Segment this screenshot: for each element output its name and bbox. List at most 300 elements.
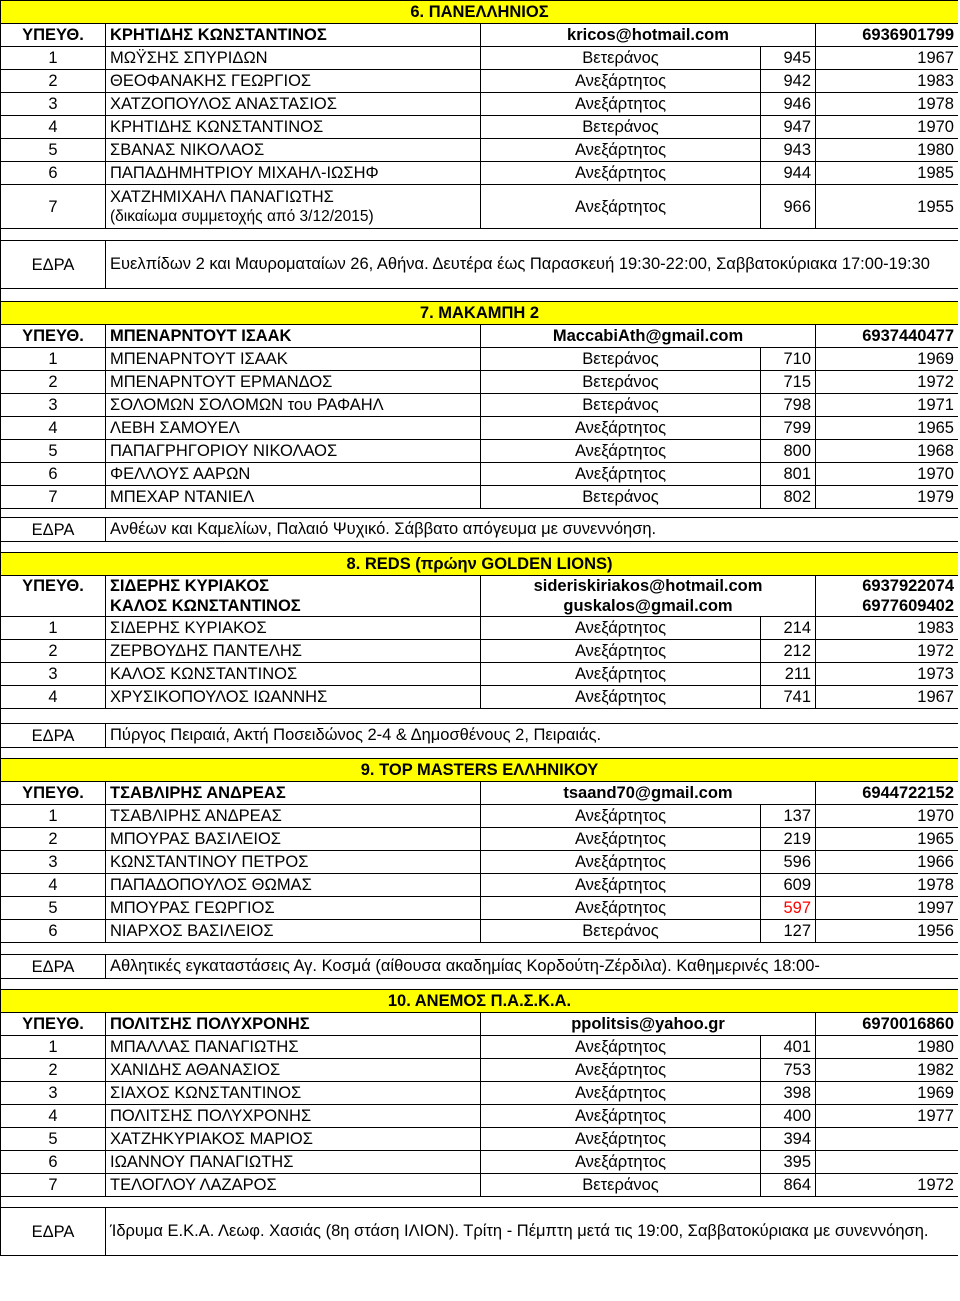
player-id: 400 — [761, 1105, 816, 1128]
seat-label: ΕΔΡΑ — [1, 724, 106, 748]
club-title: 6. ΠΑΝΕΛΛΗΝΙΟΣ — [1, 1, 959, 24]
player-status: Ανεξάρτητος — [481, 805, 761, 828]
player-name-cell — [106, 1105, 481, 1128]
player-row — [1, 47, 959, 70]
player-name: ΝΙΑΡΧΟΣ ΒΑΣΙΛΕΙΟΣ — [110, 922, 274, 940]
spacer-row — [1, 748, 959, 759]
spacer-cell — [1, 229, 959, 241]
player-id: 395 — [761, 1151, 816, 1174]
player-row — [1, 1036, 959, 1059]
player-status: Βετεράνος — [481, 394, 761, 417]
player-name: ΠΟΛΙΤΣΗΣ ΠΟΛΥΧΡΟΝΗΣ — [110, 1107, 312, 1125]
player-row — [1, 805, 959, 828]
contact-phone: 6937440477 — [862, 327, 954, 345]
player-status: Ανεξάρτητος — [481, 1082, 761, 1105]
player-number: 5 — [1, 1128, 106, 1151]
spacer-row — [1, 289, 959, 302]
player-year: 1978 — [816, 93, 959, 116]
player-row — [1, 486, 959, 509]
player-id: 945 — [761, 47, 816, 70]
player-id: 741 — [761, 686, 816, 709]
contact-email[interactable]: tsaand70@gmail.com — [563, 784, 733, 802]
player-number: 5 — [1, 897, 106, 920]
player-id: 211 — [761, 663, 816, 686]
player-name-cell — [106, 1128, 481, 1151]
contact-role: ΥΠΕΥΘ. — [1, 576, 106, 617]
contact-name: ΠΟΛΙΤΣΗΣ ΠΟΛΥΧΡΟΝΗΣ — [110, 1015, 310, 1033]
player-name-cell — [106, 851, 481, 874]
player-year: 1982 — [816, 1059, 959, 1082]
contact-emails — [481, 24, 816, 47]
spacer-row — [1, 943, 959, 955]
player-status: Ανεξάρτητος — [481, 897, 761, 920]
section-title-row — [1, 1, 959, 24]
player-name-cell — [106, 47, 481, 70]
seat-label: ΕΔΡΑ — [1, 1208, 106, 1256]
player-number: 3 — [1, 1082, 106, 1105]
player-year — [816, 1151, 959, 1174]
player-row — [1, 139, 959, 162]
spacer-row — [1, 979, 959, 990]
player-name: ΖΕΡΒΟΥΔΗΣ ΠΑΝΤΕΛΗΣ — [110, 642, 302, 660]
player-name-cell — [106, 640, 481, 663]
player-status: Ανεξάρτητος — [481, 185, 761, 229]
spacer-cell — [1, 979, 959, 990]
player-id: 214 — [761, 617, 816, 640]
player-number: 1 — [1, 617, 106, 640]
player-status: Ανεξάρτητος — [481, 1128, 761, 1151]
player-row — [1, 897, 959, 920]
player-number: 6 — [1, 1151, 106, 1174]
player-row — [1, 93, 959, 116]
spacer-cell — [1, 709, 959, 724]
player-name: ΧΑΝΙΔΗΣ ΑΘΑΝΑΣΙΟΣ — [110, 1061, 281, 1079]
contact-name: ΣΙΔΕΡΗΣ ΚΥΡΙΑΚΟΣ — [110, 577, 270, 595]
player-name-cell — [106, 371, 481, 394]
contact-email[interactable]: sideriskiriakos@hotmail.com — [533, 577, 763, 595]
player-name: ΣΟΛΟΜΩΝ ΣΟΛΟΜΩΝ του ΡΑΦΑΗΛ — [110, 396, 384, 414]
player-number: 4 — [1, 417, 106, 440]
player-name-cell — [106, 1059, 481, 1082]
player-number: 7 — [1, 486, 106, 509]
club-title: 7. ΜΑΚΑΜΠΗ 2 — [1, 302, 959, 325]
player-name: ΧΑΤΖΗΚΥΡΙΑΚΟΣ ΜΑΡΙΟΣ — [110, 1130, 313, 1148]
section-title-row — [1, 302, 959, 325]
player-id: 596 — [761, 851, 816, 874]
player-row — [1, 1128, 959, 1151]
player-id: 715 — [761, 371, 816, 394]
player-row — [1, 1082, 959, 1105]
player-number: 6 — [1, 463, 106, 486]
player-name: ΠΑΠΑΔΟΠΟΥΛΟΣ ΘΩΜΑΣ — [110, 876, 312, 894]
spacer-row — [1, 509, 959, 518]
player-year: 1969 — [816, 348, 959, 371]
contact-phone: 6977609402 — [862, 597, 954, 615]
contact-row — [1, 782, 959, 805]
player-name: ΙΩΑΝΝΟΥ ΠΑΝΑΓΙΩΤΗΣ — [110, 1153, 294, 1171]
contact-names — [106, 24, 481, 47]
player-year: 1965 — [816, 417, 959, 440]
player-name: ΠΑΠΑΓΡΗΓΟΡΙΟΥ ΝΙΚΟΛΑΟΣ — [110, 442, 338, 460]
player-year: 1979 — [816, 486, 959, 509]
player-id: 799 — [761, 417, 816, 440]
player-number: 2 — [1, 828, 106, 851]
player-id: 947 — [761, 116, 816, 139]
seat-address: Ίδρυμα Ε.Κ.Α. Λεωφ. Χασιάς (8η στάση ΙΛΙΟΝ). Τρίτη - Πέμπτη μετά τις 19:00, Σαββατοκύριακα με συνεννόηση. — [106, 1208, 959, 1256]
contact-phones — [816, 24, 959, 47]
player-row — [1, 1151, 959, 1174]
player-name-cell — [106, 1082, 481, 1105]
player-status: Βετεράνος — [481, 116, 761, 139]
player-name-cell — [106, 686, 481, 709]
player-status: Ανεξάρτητος — [481, 139, 761, 162]
player-name-cell — [106, 417, 481, 440]
player-status: Ανεξάρτητος — [481, 828, 761, 851]
contact-phone: 6970016860 — [862, 1015, 954, 1033]
player-row — [1, 463, 959, 486]
player-id: 946 — [761, 93, 816, 116]
player-name: ΚΡΗΤΙΔΗΣ ΚΩΝΣΤΑΝΤΙΝΟΣ — [110, 118, 324, 136]
player-id: 944 — [761, 162, 816, 185]
contact-phones — [816, 325, 959, 348]
player-name-cell — [106, 663, 481, 686]
player-year: 1985 — [816, 162, 959, 185]
seat-address: Αθλητικές εγκαταστάσεις Αγ. Κοσμά (αίθουσα ακαδημίας Κορδούτη-Ζέρδιλα). Καθημερινές 18:00- — [106, 955, 959, 979]
player-number: 2 — [1, 70, 106, 93]
contact-email[interactable]: guskalos@gmail.com — [563, 597, 733, 615]
player-year: 1983 — [816, 617, 959, 640]
player-id: 127 — [761, 920, 816, 943]
player-status: Ανεξάρτητος — [481, 162, 761, 185]
player-year — [816, 1128, 959, 1151]
player-year: 1997 — [816, 897, 959, 920]
player-status: Ανεξάρτητος — [481, 93, 761, 116]
spacer-row — [1, 542, 959, 553]
contact-phones — [816, 1013, 959, 1036]
player-status: Βετεράνος — [481, 486, 761, 509]
contact-phones — [816, 576, 959, 617]
player-name: ΘΕΟΦΑΝΑΚΗΣ ΓΕΩΡΓΙΟΣ — [110, 72, 312, 90]
contact-emails — [481, 325, 816, 348]
player-row — [1, 348, 959, 371]
player-year: 1965 — [816, 828, 959, 851]
player-name-cell — [106, 1036, 481, 1059]
player-number: 2 — [1, 640, 106, 663]
contact-email[interactable]: ppolitsis@yahoo.gr — [571, 1015, 725, 1033]
player-id: 943 — [761, 139, 816, 162]
section-title-row — [1, 553, 959, 576]
player-year: 1971 — [816, 394, 959, 417]
player-row — [1, 828, 959, 851]
spacer-row — [1, 229, 959, 241]
player-number: 4 — [1, 1105, 106, 1128]
player-name: ΚΑΛΟΣ ΚΩΝΣΤΑΝΤΙΝΟΣ — [110, 665, 298, 683]
spacer-cell — [1, 748, 959, 759]
seat-label: ΕΔΡΑ — [1, 241, 106, 289]
player-row — [1, 116, 959, 139]
player-name-cell — [106, 1174, 481, 1197]
player-name-cell — [106, 897, 481, 920]
player-year: 1970 — [816, 463, 959, 486]
contact-names — [106, 782, 481, 805]
player-status: Βετεράνος — [481, 920, 761, 943]
player-name: ΜΠΑΛΛΑΣ ΠΑΝΑΓΙΩΤΗΣ — [110, 1038, 299, 1056]
player-status: Ανεξάρτητος — [481, 1059, 761, 1082]
player-status: Ανεξάρτητος — [481, 617, 761, 640]
player-name: ΜΠΕΝΑΡΝΤΟΥΤ ΙΣΑΑΚ — [110, 350, 288, 368]
player-note: (δικαίωμα συμμετοχής από 3/12/2015) — [110, 207, 374, 225]
player-name: ΜΠΕΝΑΡΝΤΟΥΤ ΕΡΜΑΝΔΟΣ — [110, 373, 333, 391]
spacer-row — [1, 709, 959, 724]
player-row — [1, 874, 959, 897]
player-number: 4 — [1, 874, 106, 897]
player-row — [1, 617, 959, 640]
club-title: 10. ΑΝΕΜΟΣ Π.Α.Σ.Κ.Α. — [1, 990, 959, 1013]
player-name-cell — [106, 1151, 481, 1174]
contact-emails — [481, 782, 816, 805]
player-id: 609 — [761, 874, 816, 897]
contact-names — [106, 1013, 481, 1036]
player-id: 212 — [761, 640, 816, 663]
player-name-cell — [106, 70, 481, 93]
player-name-cell — [106, 394, 481, 417]
player-status: Ανεξάρτητος — [481, 686, 761, 709]
player-id: 597 — [761, 897, 816, 920]
player-name-cell — [106, 617, 481, 640]
contact-row — [1, 325, 959, 348]
contact-row — [1, 1013, 959, 1036]
player-row — [1, 851, 959, 874]
contact-phones — [816, 782, 959, 805]
seat-address: Ανθέων και Καμελίων, Παλαιό Ψυχικό. Σάββατο απόγευμα με συνεννόηση. — [106, 518, 959, 542]
player-name: ΧΡΥΣΙΚΟΠΟΥΛΟΣ ΙΩΑΝΝΗΣ — [110, 688, 328, 706]
player-year: 1978 — [816, 874, 959, 897]
player-id: 401 — [761, 1036, 816, 1059]
player-year: 1970 — [816, 116, 959, 139]
player-id: 801 — [761, 463, 816, 486]
player-year: 1967 — [816, 686, 959, 709]
player-name-cell — [106, 116, 481, 139]
seat-row — [1, 1208, 959, 1256]
player-year: 1972 — [816, 640, 959, 663]
player-status: Βετεράνος — [481, 47, 761, 70]
player-row — [1, 1059, 959, 1082]
player-status: Ανεξάρτητος — [481, 417, 761, 440]
contact-row — [1, 24, 959, 47]
player-row — [1, 371, 959, 394]
player-number: 5 — [1, 139, 106, 162]
player-year: 1969 — [816, 1082, 959, 1105]
player-year: 1980 — [816, 1036, 959, 1059]
player-name: ΚΩΝΣΤΑΝΤΙΝΟΥ ΠΕΤΡΟΣ — [110, 853, 309, 871]
player-row — [1, 920, 959, 943]
player-row — [1, 640, 959, 663]
contact-emails — [481, 576, 816, 617]
player-id: 798 — [761, 394, 816, 417]
player-number: 1 — [1, 348, 106, 371]
player-row — [1, 185, 959, 229]
player-id: 219 — [761, 828, 816, 851]
player-status: Ανεξάρτητος — [481, 70, 761, 93]
player-name-cell — [106, 805, 481, 828]
player-number: 7 — [1, 1174, 106, 1197]
player-number: 3 — [1, 394, 106, 417]
contact-name: ΤΣΑΒΛΙΡΗΣ ΑΝΔΡΕΑΣ — [110, 784, 286, 802]
player-name: ΣΙΔΕΡΗΣ ΚΥΡΙΑΚΟΣ — [110, 619, 267, 637]
player-status: Ανεξάρτητος — [481, 874, 761, 897]
player-row — [1, 1105, 959, 1128]
contact-phone: 6937922074 — [862, 577, 954, 595]
player-row — [1, 663, 959, 686]
player-year: 1973 — [816, 663, 959, 686]
player-name: ΜΠΟΥΡΑΣ ΓΕΩΡΓΙΟΣ — [110, 899, 275, 917]
player-row — [1, 70, 959, 93]
player-number: 4 — [1, 686, 106, 709]
player-number: 6 — [1, 162, 106, 185]
player-year: 1970 — [816, 805, 959, 828]
player-number: 3 — [1, 93, 106, 116]
seat-row — [1, 518, 959, 542]
contact-email[interactable]: kricos@hotmail.com — [567, 26, 729, 44]
player-number: 5 — [1, 440, 106, 463]
player-status: Βετεράνος — [481, 1174, 761, 1197]
player-year: 1972 — [816, 371, 959, 394]
player-name: ΦΕΛΛΟΥΣ ΑΑΡΩΝ — [110, 465, 251, 483]
player-year: 1983 — [816, 70, 959, 93]
spacer-cell — [1, 542, 959, 553]
player-status: Ανεξάρτητος — [481, 851, 761, 874]
player-number: 1 — [1, 1036, 106, 1059]
player-status: Ανεξάρτητος — [481, 640, 761, 663]
player-id: 710 — [761, 348, 816, 371]
contact-names — [106, 576, 481, 617]
club-title: 8. REDS (πρώην GOLDEN LIONS) — [1, 553, 959, 576]
player-name: ΤΣΑΒΛΙΡΗΣ ΑΝΔΡΕΑΣ — [110, 807, 282, 825]
player-name-cell — [106, 185, 481, 229]
player-number: 7 — [1, 185, 106, 229]
contact-name: ΜΠΕΝΑΡΝΤΟΥΤ ΙΣΑΑΚ — [110, 327, 292, 345]
player-name: ΛΕΒΗ ΣΑΜΟΥΕΛ — [110, 419, 240, 437]
seat-address: Ευελπίδων 2 και Μαυροματαίων 26, Αθήνα. Δευτέρα έως Παρασκευή 19:30-22:00, Σαββατοκύριακα 17:00-19:30 — [106, 241, 959, 289]
player-status: Ανεξάρτητος — [481, 1105, 761, 1128]
seat-row — [1, 955, 959, 979]
player-id: 753 — [761, 1059, 816, 1082]
player-name: ΧΑΤΖΗΜΙΧΑΗΛ ΠΑΝΑΓΙΩΤΗΣ — [110, 187, 334, 206]
spacer-row — [1, 1197, 959, 1208]
section-title-row — [1, 990, 959, 1013]
player-name: ΤΕΛΟΓΛΟΥ ΛΑΖΑΡΟΣ — [110, 1176, 277, 1194]
player-name: ΧΑΤΖΟΠΟΥΛΟΣ ΑΝΑΣΤΑΣΙΟΣ — [110, 95, 337, 113]
player-number: 4 — [1, 116, 106, 139]
player-number: 2 — [1, 371, 106, 394]
player-year: 1967 — [816, 47, 959, 70]
player-year: 1977 — [816, 1105, 959, 1128]
player-name: ΜΠΟΥΡΑΣ ΒΑΣΙΛΕΙΟΣ — [110, 830, 281, 848]
player-name-cell — [106, 828, 481, 851]
player-id: 802 — [761, 486, 816, 509]
contact-role: ΥΠΕΥΘ. — [1, 24, 106, 47]
player-status: Ανεξάρτητος — [481, 440, 761, 463]
player-id: 394 — [761, 1128, 816, 1151]
contact-email[interactable]: MaccabiAth@gmail.com — [552, 327, 744, 345]
player-id: 966 — [761, 185, 816, 229]
spacer-cell — [1, 1197, 959, 1208]
player-year: 1968 — [816, 440, 959, 463]
seat-label: ΕΔΡΑ — [1, 955, 106, 979]
player-name-cell — [106, 348, 481, 371]
player-row — [1, 394, 959, 417]
player-row — [1, 162, 959, 185]
contact-row — [1, 576, 959, 617]
player-name-cell — [106, 93, 481, 116]
player-name-cell — [106, 162, 481, 185]
player-status: Ανεξάρτητος — [481, 1036, 761, 1059]
player-row — [1, 417, 959, 440]
player-year: 1956 — [816, 920, 959, 943]
player-id: 137 — [761, 805, 816, 828]
player-number: 1 — [1, 47, 106, 70]
contact-role: ΥΠΕΥΘ. — [1, 325, 106, 348]
player-status: Ανεξάρτητος — [481, 1151, 761, 1174]
seat-label: ΕΔΡΑ — [1, 518, 106, 542]
player-name: ΜΠΕΧΑΡ ΝΤΑΝΙΕΛ — [110, 488, 255, 506]
player-row — [1, 440, 959, 463]
player-status: Βετεράνος — [481, 371, 761, 394]
player-name: ΠΑΠΑΔΗΜΗΤΡΙΟΥ ΜΙΧΑΗΛ-ΙΩΣΗΦ — [110, 164, 379, 182]
player-name-cell — [106, 463, 481, 486]
spacer-cell — [1, 943, 959, 955]
player-year: 1980 — [816, 139, 959, 162]
seat-row — [1, 241, 959, 289]
contact-role: ΥΠΕΥΘ. — [1, 1013, 106, 1036]
player-name: ΣΙΑΧΟΣ ΚΩΝΣΤΑΝΤΙΝΟΣ — [110, 1084, 302, 1102]
contact-emails — [481, 1013, 816, 1036]
player-status: Βετεράνος — [481, 348, 761, 371]
player-name-cell — [106, 920, 481, 943]
player-number: 1 — [1, 805, 106, 828]
contact-phone: 6936901799 — [862, 26, 954, 44]
player-name-cell — [106, 486, 481, 509]
player-number: 6 — [1, 920, 106, 943]
player-id: 398 — [761, 1082, 816, 1105]
player-name: ΣΒΑΝΑΣ ΝΙΚΟΛΑΟΣ — [110, 141, 265, 159]
section-title-row — [1, 759, 959, 782]
seat-row — [1, 724, 959, 748]
seat-address: Πύργος Πειραιά, Ακτή Ποσειδώνος 2-4 & Δημοσθένους 2, Πειραιάς. — [106, 724, 959, 748]
player-year: 1972 — [816, 1174, 959, 1197]
spacer-cell — [1, 509, 959, 518]
contact-names — [106, 325, 481, 348]
contact-phone: 6944722152 — [862, 784, 954, 802]
player-name-cell — [106, 440, 481, 463]
player-year: 1955 — [816, 185, 959, 229]
player-id: 800 — [761, 440, 816, 463]
player-row — [1, 686, 959, 709]
spacer-cell — [1, 289, 959, 302]
player-name-cell — [106, 139, 481, 162]
player-row — [1, 1174, 959, 1197]
player-id: 942 — [761, 70, 816, 93]
player-number: 3 — [1, 663, 106, 686]
contact-role: ΥΠΕΥΘ. — [1, 782, 106, 805]
player-number: 3 — [1, 851, 106, 874]
player-id: 864 — [761, 1174, 816, 1197]
contact-name: ΚΑΛΟΣ ΚΩΝΣΤΑΝΤΙΝΟΣ — [110, 597, 301, 615]
contact-name: ΚΡΗΤΙΔΗΣ ΚΩΝΣΤΑΝΤΙΝΟΣ — [110, 26, 327, 44]
player-name-cell — [106, 874, 481, 897]
club-title: 9. TOP MASTERS ΕΛΛΗΝΙΚΟΥ — [1, 759, 959, 782]
player-number: 2 — [1, 1059, 106, 1082]
